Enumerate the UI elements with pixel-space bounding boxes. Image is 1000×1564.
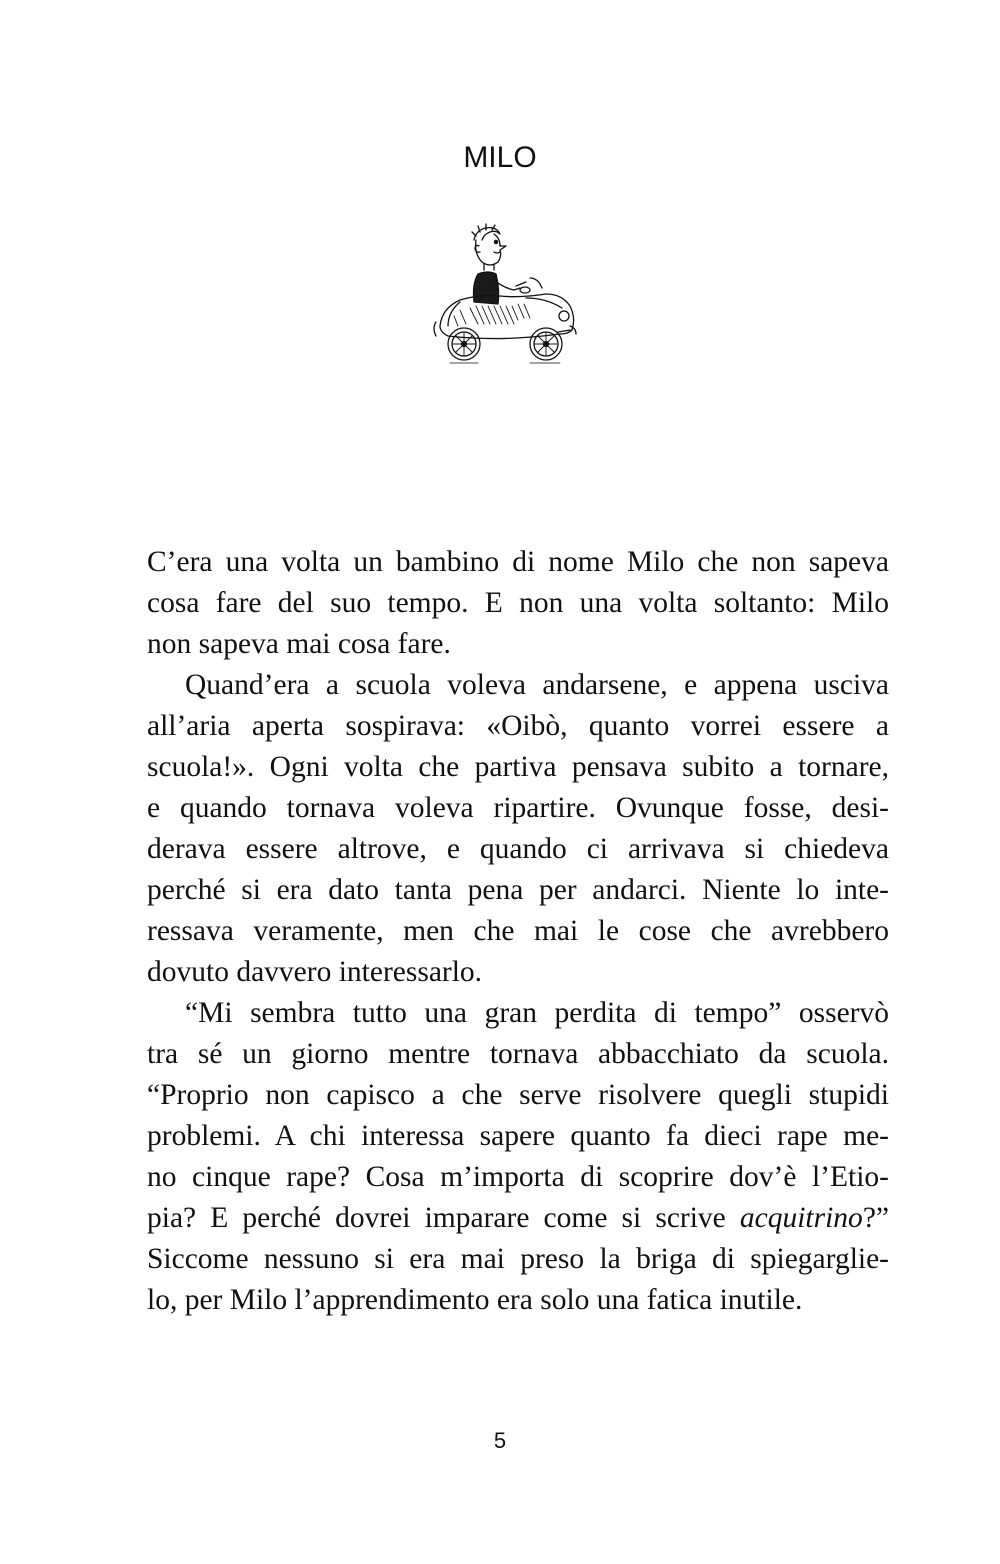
boy-in-toy-car-illustration [430,218,580,378]
text-line: non sapeva mai cosa fare. [147,628,451,660]
text-line: Quand’era a scuola voleva andarsene, e appena usciva [185,669,889,701]
text-line: no cinque rape? Cosa m’importa di scoprire dov’è l’Etio- [147,1161,889,1193]
text-line: ressava veramente, men che mai le cose che avrebbero [147,915,889,947]
text-line: cosa fare del suo tempo. E non una volta soltanto: Milo [147,587,889,619]
chapter-title: MILO [463,141,537,174]
text-line: tra sé un giorno mentre tornava abbacchiato da scuola. [147,1038,889,1070]
text-line: all’aria aperta sospirava: «Oibò, quanto vorrei essere a [147,710,889,742]
text-line: perché si era dato tanta pena per andarci. Niente lo inte- [147,874,889,906]
text-fragment: ?” [862,1202,889,1234]
italic-word: acquitrino [739,1202,863,1234]
text-line: C’era una volta un bambino di nome Milo che non sapeva [147,546,889,578]
text-line: dovuto davvero interessarlo. [147,956,483,988]
text-line: derava essere altrove, e quando ci arrivava si chiedeva [147,833,889,865]
text-line: “Mi sembra tutto una gran perdita di tempo” osservò [185,997,889,1029]
text-line: scuola!». Ogni volta che partiva pensava subito a tornare, [147,751,889,783]
page-number: 5 [493,1428,507,1453]
text-line: e quando tornava voleva ripartire. Ovunque fosse, desi- [147,792,889,824]
body-text [147,542,889,1321]
text-line: lo, per Milo l’apprendimento era solo una fatica inutile. [147,1284,803,1316]
text-line: Siccome nessuno si era mai preso la briga di spiegarglie- [147,1243,889,1275]
text-line: “Proprio non capisco a che serve risolvere quegli stupidi [147,1079,889,1111]
text-fragment: pia? E perché dovrei imparare come si scrive [147,1202,740,1234]
text-line-with-italic [147,1198,889,1239]
text-line: problemi. A chi interessa sapere quanto fa dieci rape me- [147,1120,889,1152]
